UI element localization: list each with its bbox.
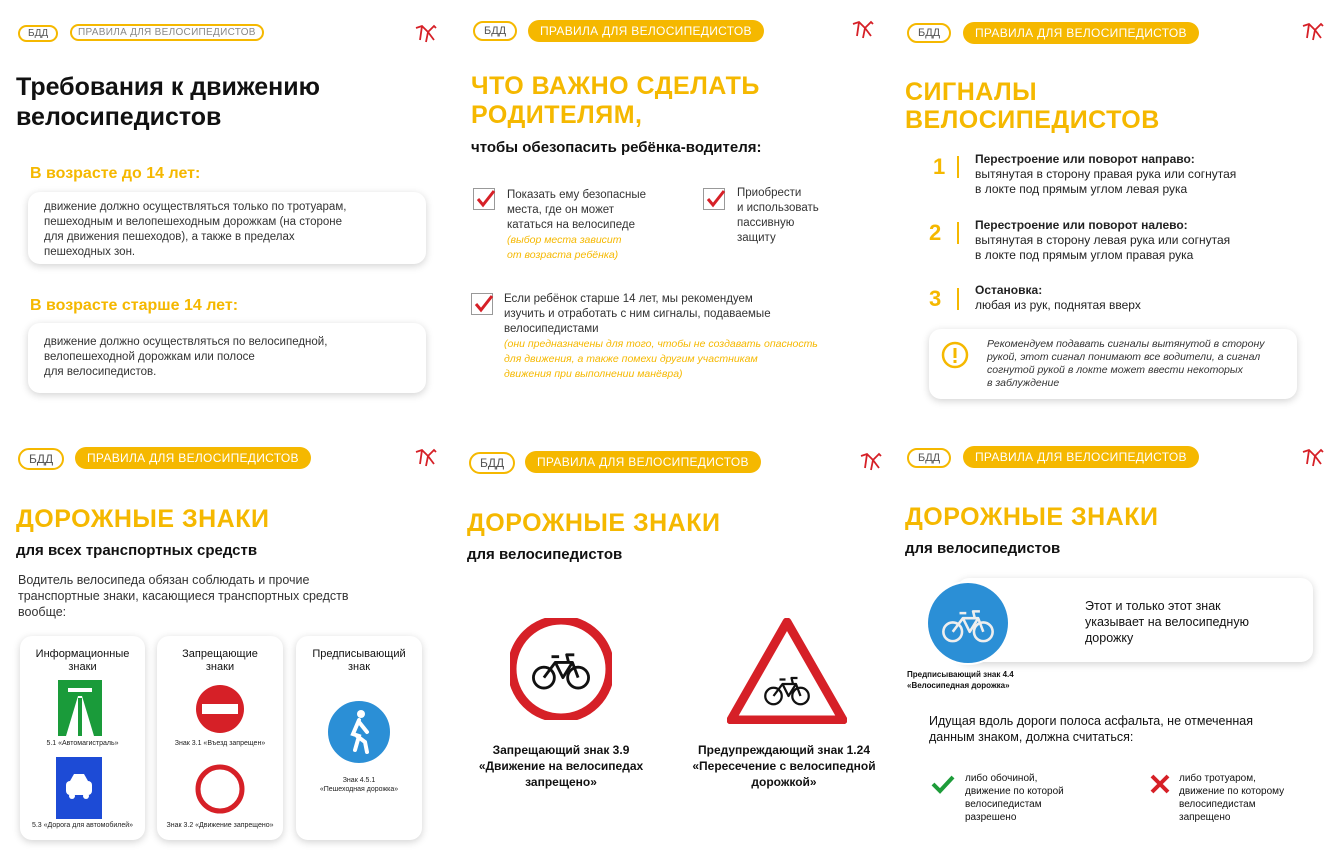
tag-bdd: БДД — [18, 25, 58, 42]
age1-line4: пешеходных зон. — [44, 246, 136, 258]
cross-icon — [1149, 774, 1171, 794]
panel-parents — [455, 8, 895, 438]
info-signs-card — [20, 636, 145, 840]
page-title: ДОРОЖНЫЕ ЗНАКИ — [467, 509, 721, 537]
no-traffic-sign-icon — [195, 764, 245, 814]
sign-caption: 5.1 «Автомагистраль» — [46, 740, 119, 747]
logo-icon — [851, 18, 875, 40]
bike-crossing-warning-icon — [727, 618, 847, 724]
tag-cyclist-rules: ПРАВИЛА ДЛЯ ВЕЛОСИПЕДИСТОВ — [75, 447, 311, 469]
page-title: ДОРОЖНЫЕ ЗНАКИ — [16, 505, 270, 533]
page-title: ДОРОЖНЫЕ ЗНАКИ — [905, 503, 1159, 531]
page-subtitle: чтобы обезопасить ребёнка-водителя: — [471, 139, 762, 156]
panel-bike-signs — [455, 440, 895, 868]
panel-bike-path — [895, 440, 1335, 868]
sign-caption: Знак 3.1 «Въезд запрещен» — [174, 740, 266, 747]
page-title: Требования к движению велосипедистов — [16, 73, 321, 131]
sign-caption: Знак 4.5.1 «Пешеходная дорожка» — [319, 777, 399, 793]
item-show-places: Показать ему безопасные места, где он может кататься на велосипеде (выбор места зависит от возраста ребёнка) — [507, 189, 646, 261]
logo-icon — [1301, 446, 1325, 468]
age1-heading: В возрасте до 14 лет: — [30, 165, 201, 182]
checkbox-icon — [703, 188, 725, 210]
signal-stop: Остановка: любая из рук, поднятая вверх — [975, 283, 1141, 312]
logo-icon — [859, 450, 883, 472]
car-road-sign-icon — [56, 757, 102, 819]
age1-line2: пешеходным и велопешеходным дорожкам (на стороне — [44, 216, 343, 228]
intro-text: Водитель велосипеда обязан соблюдать и прочие транспортные знаки, касающиеся транспортных средств вообще: — [18, 573, 349, 619]
age2-line3: для велосипедистов. — [44, 366, 157, 378]
divider — [957, 222, 959, 244]
sign-title: Предупреждающий знак 1.24 «Пересечение с велосипедной дорожкой» — [692, 743, 876, 789]
tag-cyclist-rules: ПРАВИЛА ДЛЯ ВЕЛОСИПЕДИСТОВ — [963, 446, 1199, 468]
divider — [957, 288, 959, 310]
signal-right: Перестроение или поворот направо: вытянутая в сторону правая рука или согнутая в локте под прямым углом левая рука — [975, 152, 1237, 196]
age2-heading: В возрасте старше 14 лет: — [30, 297, 239, 314]
sign-caption: Предписывающий знак 4.4 «Велосипедная дорожка» — [907, 670, 1014, 690]
tag-cyclist-rules: ПРАВИЛА ДЛЯ ВЕЛОСИПЕДИСТОВ — [963, 22, 1199, 44]
panel-signals — [895, 8, 1335, 438]
tag-cyclist-rules: ПРАВИЛА ДЛЯ ВЕЛОСИПЕДИСТОВ — [528, 20, 764, 42]
checkbox-icon — [473, 188, 495, 210]
check-icon — [931, 774, 955, 794]
tag-bdd: БДД — [907, 23, 951, 43]
tag-bdd: БДД — [18, 448, 64, 470]
signal-number: 1 — [933, 154, 946, 179]
col-heading: Предписывающий знак — [312, 648, 406, 673]
pedestrian-sign-icon — [325, 698, 393, 766]
forbidden-text: либо тротуаром, движение по которому велосипедистам запрещено — [1179, 773, 1285, 823]
bicycle-path-sign-icon — [925, 580, 1011, 666]
age1-line1: движение должно осуществляться только по тротуарам, — [44, 201, 347, 213]
exclamation-icon — [941, 341, 969, 369]
signal-number: 2 — [929, 220, 942, 245]
logo-icon — [1301, 20, 1325, 42]
mandatory-signs-card — [296, 636, 422, 840]
page-subtitle: для всех транспортных средств — [16, 542, 258, 559]
body-text: Идущая вдоль дороги полоса асфальта, не отмеченная данным знаком, должна считаться: — [929, 714, 1254, 744]
col-heading: Информационные знаки — [35, 648, 130, 673]
age1-line3: для движения пешеходов), а также в пределах — [44, 231, 295, 243]
page-title: СИГНАЛЫ ВЕЛОСИПЕДИСТОВ — [905, 78, 1160, 134]
prohibit-signs-card — [157, 636, 283, 840]
tag-bdd: БДД — [469, 452, 515, 474]
page-subtitle: для велосипедистов — [467, 546, 623, 563]
page-title: ЧТО ВАЖНО СДЕЛАТЬ РОДИТЕЛЯМ, — [471, 72, 760, 129]
divider — [957, 156, 959, 178]
tag-cyclist-rules: ПРАВИЛА ДЛЯ ВЕЛОСИПЕДИСТОВ — [525, 451, 761, 473]
checkbox-icon — [471, 293, 493, 315]
item-protection: Приобрести и использовать пассивную защиту — [737, 187, 819, 244]
item-signals: Если ребёнок старше 14 лет, мы рекомендуем изучить и отработать с ним сигналы, подаваемые велосипедистами (они предназначены для того, чтобы не создавать опасность для движения, а также помехи другим участникам движения при выполнении манёвра) — [504, 293, 818, 380]
age2-line2: велопешеходной дорожкам или полосе — [44, 351, 255, 363]
no-entry-sign-icon — [195, 684, 245, 734]
tag-bdd: БДД — [907, 448, 951, 468]
sign-title: Запрещающий знак 3.9 «Движение на велосипедах запрещено» — [478, 743, 644, 789]
tag-cyclist-rules: ПРАВИЛА ДЛЯ ВЕЛОСИПЕДИСТОВ — [70, 24, 264, 41]
card-text: Этот и только этот знак указывает на велосипедную дорожку — [1085, 599, 1249, 645]
tag-bdd: БДД — [473, 21, 517, 41]
signal-left: Перестроение или поворот налево: вытянутая в сторону левая рука или согнутая в локте под прямым углом правая рука — [975, 218, 1231, 262]
col-heading: Запрещающие знаки — [182, 648, 258, 673]
age1-card — [28, 192, 426, 264]
age2-card — [28, 323, 426, 393]
sign-caption: 5.3 «Дорога для автомобилей» — [31, 822, 134, 829]
panel-requirements — [8, 8, 448, 438]
logo-icon — [414, 22, 438, 44]
panel-all-signs — [8, 440, 448, 868]
page-subtitle: для велосипедистов — [905, 540, 1061, 557]
motorway-sign-icon — [58, 680, 102, 736]
age2-line1: движение должно осуществляться по велосипедной, — [44, 336, 328, 348]
logo-icon — [414, 446, 438, 468]
signal-number: 3 — [929, 286, 942, 311]
no-bicycles-sign-icon — [510, 618, 612, 720]
note-card: Рекомендуем подавать сигналы вытянутой в сторону рукой, этот сигнал понимают все водители, а сигнал согнутой рукой в локте может ввести некоторых в заблуждение — [929, 329, 1297, 399]
sign-caption: Знак 3.2 «Движение запрещено» — [166, 822, 274, 829]
allowed-text: либо обочиной, движение по которой велосипедистам разрешено — [965, 773, 1064, 823]
